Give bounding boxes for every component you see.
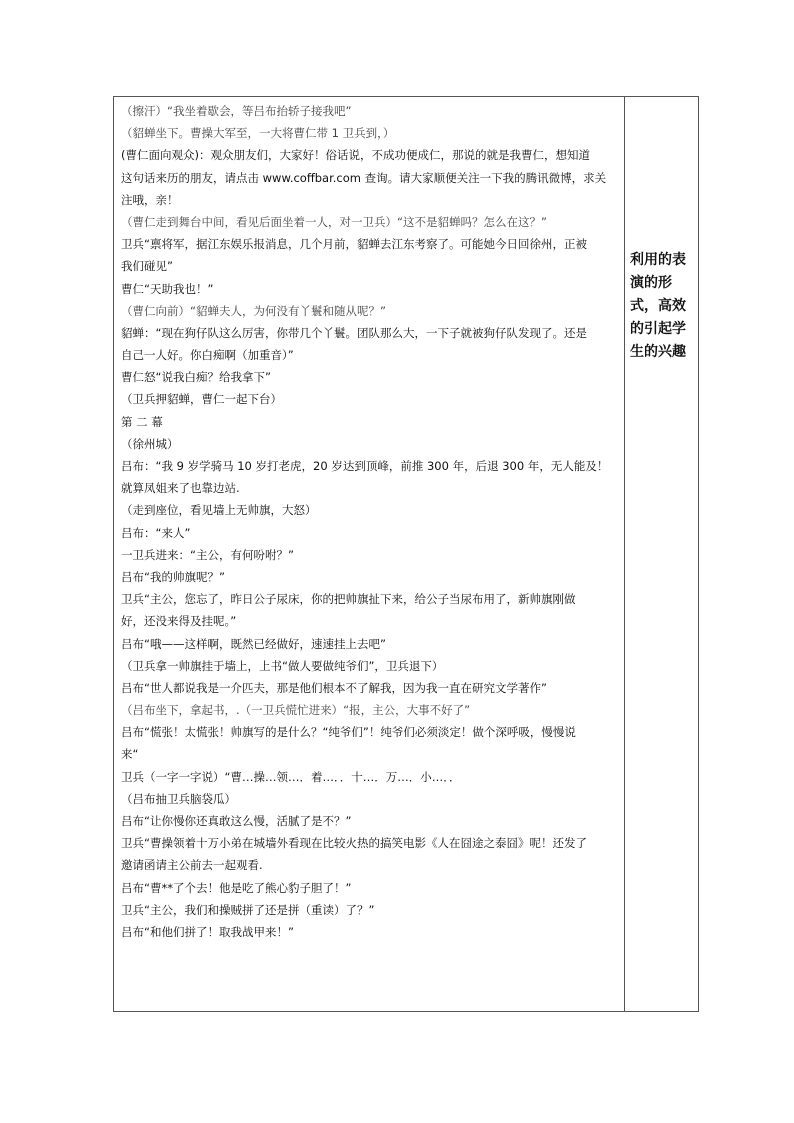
script-line: 卫兵（一字一字说）“曹…操…领…．着…．．十…．万…．小…．． [121,769,461,784]
content-table [113,96,699,1012]
script-line: （貂蝉坐下。曹操大军至，一大将曹仁带 1 卫兵到，） [121,126,395,141]
script-line: 自己一人好。你白痴啊（加重音）” [121,348,294,363]
script-line: 曹仁怒“说我白痴？给我拿下” [121,370,271,385]
script-line: （曹仁向前）“貂蝉夫人，为何没有丫鬟和随从呢？” [121,303,386,318]
column-divider [624,97,625,1011]
intent-line: 利用的表 [630,252,686,268]
script-line: 好，还没来得及挂呢。” [121,614,237,629]
script-line: 来“ [121,747,139,762]
script-line: 吕布“哦——这样啊，既然已经做好，速速挂上去吧” [121,636,386,651]
script-line: 吕布“让你慢你还真敢这么慢，活腻了是不？” [121,814,352,828]
script-line: 貂蝉：“现在狗仔队这么厉害，你带几个丫鬟。团队那么大，一下子就被狗仔队发现了。还是 [121,325,587,340]
script-line: 注哦，亲！ [121,192,179,207]
script-line: （擦汗）“我坐着歇会，等吕布抬轿子接我吧” [121,104,352,118]
script-line: 就算凤姐来了也靠边站. [121,481,240,496]
script-line: （吕布坐下，拿起书，.（一卫兵慌忙进来）“报，主公，大事不好了” [121,703,471,718]
script-line: 第 二 幕 [121,414,163,429]
intent-line: 的引起学 [630,321,686,337]
script-line: 吕布“曹**了个去！他是吃了熊心豹子胆了！” [121,880,352,895]
script-line: 这句话来历的朋友，请点击 www.coffbar.com 查询。请大家顺便关注一下我的腾讯微博，求关 [121,170,607,185]
script-line: 吕布：“来人” [121,525,191,540]
script-line: （徐州城） [121,436,179,451]
script-line: 吕布“和他们拼了！取我战甲来！” [121,924,294,939]
design-intent-cell [630,249,696,364]
intent-line: 生的兴趣 [630,344,686,360]
script-line: （卫兵押貂蝉，曹仁一起下台） [121,392,282,407]
script-line: 吕布“世人都说我是一介匹夫，那是他们根本不了解我，因为我一直在研究文学著作” [121,680,547,695]
script-line: （走到座位，看见墙上无帅旗，大怒） [121,503,317,518]
script-line: （曹仁走到舞台中间，看见后面坐着一人，对一卫兵）“这不是貂蝉吗？怎么在这？” [121,214,547,229]
script-line: 吕布“慌张！太慌张！帅旗写的是什么？“纯爷们”！纯爷们必须淡定！做个深呼吸，慢慢说 [121,725,576,740]
script-line: 卫兵“禀将军，据江东娱乐报消息，几个月前，貂蝉去江东考察了。可能她今日回徐州，正被 [121,237,587,252]
script-line: 卫兵“曹操领着十万小弟在城墙外看现在比较火热的搞笑电影《人在囧途之泰囧》呢！还发了 [121,836,587,851]
script-line: 我们碰见” [121,259,173,274]
script-line: (曹仁面向观众)：观众朋友们，大家好！俗话说，不成功便成仁，那说的就是我曹仁，想知道 [121,148,590,163]
script-line: 卫兵“主公，您忘了，昨日公子尿床，你的把帅旗扯下来，给公子当尿布用了，新帅旗刚做 [121,592,576,607]
script-line: 一卫兵进来：“主公，有何吩咐？” [121,547,294,562]
script-line: 卫兵“主公，我们和操贼拼了还是拼（重读）了？” [121,902,375,917]
intent-line: 式，高效 [630,298,686,314]
script-text-cell [121,100,619,943]
script-line: （吕布抽卫兵脑袋瓜） [121,791,236,806]
intent-line: 演的形 [630,275,672,291]
script-line: 邀请函请主公前去一起观看. [121,858,263,873]
script-line: 吕布“我的帅旗呢？” [121,569,225,584]
script-line: （卫兵拿一帅旗挂于墙上，上书“做人要做纯爷们”，卫兵退下） [121,658,444,673]
script-line: 曹仁“天助我也！” [121,281,214,296]
script-line: 吕布：“我 9 岁学骑马 10 岁打老虎，20 岁达到顶峰，前推 300 年，后退 300 年，无人能及！ [121,459,609,473]
